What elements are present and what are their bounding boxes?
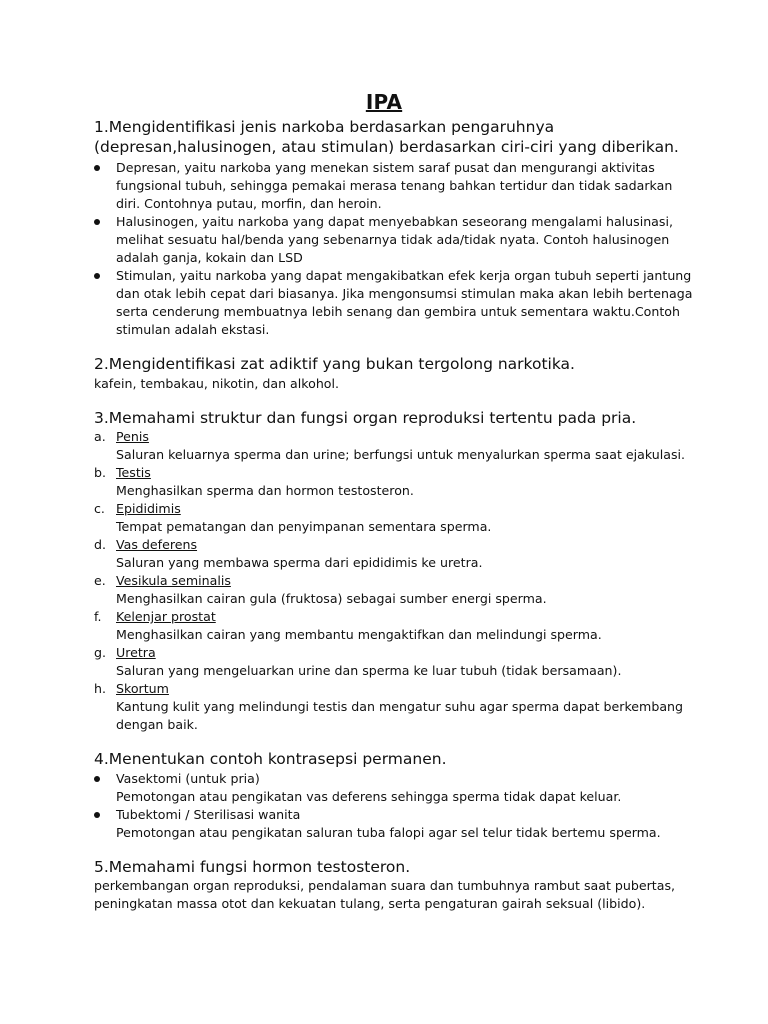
organ-term: Skortum: [116, 681, 169, 696]
section-5-text: perkembangan organ reproduksi, pendalaman suara dan tumbuhnya rambut saat pubertas, peningkatan massa otot dan kekuatan tulang, serta pengaturan gairah seksual (libido).: [94, 878, 676, 911]
organ-desc: Menghasilkan cairan yang membantu mengaktifkan dan melindungi sperma.: [116, 627, 602, 642]
organ-term: Testis: [116, 465, 151, 480]
organ-term: Kelenjar prostat: [116, 609, 216, 624]
list-item: d. Vas deferens Saluran yang membawa sperma dari epididimis ke uretra.: [94, 536, 694, 572]
section-1-heading: 1.Mengidentifikasi jenis narkoba berdasarkan pengaruhnya (depresan,halusinogen, atau stimulan) berdasarkan ciri-ciri yang diberikan.: [94, 118, 679, 156]
bullet-depresan: Depresan, yaitu narkoba yang menekan sistem saraf pusat dan mengurangi aktivitas fungsional tubuh, sehingga pemakai merasa tenang bahkan tertidur dan tidak sadarkan diri. Contohnya putau, morfin, dan heroin.: [94, 159, 694, 213]
section-1-bullets: [94, 159, 694, 339]
method-term: Vasektomi (untuk pria): [116, 770, 260, 786]
list-item: b. Testis Menghasilkan sperma dan hormon testosteron.: [94, 464, 694, 500]
list-item: c. Epididimis Tempat pematangan dan penyimpanan sementara sperma.: [94, 500, 694, 536]
section-3-list: [94, 428, 694, 734]
section-4-bullets: [94, 770, 694, 842]
organ-desc: Tempat pematangan dan penyimpanan sementara sperma.: [116, 519, 492, 534]
method-desc: Pemotongan atau pengikatan saluran tuba falopi agar sel telur tidak bertemu sperma.: [116, 824, 661, 840]
organ-desc: Saluran yang mengeluarkan urine dan sperma ke luar tubuh (tidak bersamaan).: [116, 663, 622, 678]
section-4-heading: 4.Menentukan contoh kontrasepsi permanen.: [94, 750, 447, 768]
bullet-halusinogen: Halusinogen, yaitu narkoba yang dapat menyebabkan seseorang mengalami halusinasi, melihat sesuatu hal/benda yang sebenarnya tidak ada/tidak nyata. Contoh halusinogen adalah ganja, kokain dan LSD: [94, 213, 694, 267]
list-item: [94, 770, 694, 806]
organ-term: Uretra: [116, 645, 156, 660]
organ-desc: Menghasilkan sperma dan hormon testosteron.: [116, 483, 414, 498]
list-item: [94, 806, 694, 842]
organ-desc: Kantung kulit yang melindungi testis dan mengatur suhu agar sperma dapat berkembang dengan baik.: [116, 699, 684, 732]
list-item: e. Vesikula seminalis Menghasilkan cairan gula (fruktosa) sebagai sumber energi sperma.: [94, 572, 694, 608]
method-desc: Pemotongan atau pengikatan vas deferens sehingga sperma tidak dapat keluar.: [116, 788, 622, 804]
list-item: f. Kelenjar prostat Menghasilkan cairan yang membantu mengaktifkan dan melindungi sperma.: [94, 608, 694, 644]
document-title: IPA: [365, 90, 403, 114]
organ-term: Vesikula seminalis: [116, 573, 231, 588]
section-2-text: kafein, tembakau, nikotin, dan alkohol.: [94, 375, 340, 391]
section-3-heading: 3.Memahami struktur dan fungsi organ reproduksi tertentu pada pria.: [94, 408, 637, 427]
list-item: h. Skortum Kantung kulit yang melindungi testis dan mengatur suhu agar sperma dapat berkembang dengan baik.: [94, 680, 694, 734]
organ-desc: Saluran keluarnya sperma dan urine; berfungsi untuk menyalurkan sperma saat ejakulasi.: [116, 447, 686, 462]
document-body: [94, 118, 694, 913]
section-2-heading: 2.Mengidentifikasi zat adiktif yang bukan tergolong narkotika.: [94, 355, 575, 373]
list-item: g. Uretra Saluran yang mengeluarkan urine dan sperma ke luar tubuh (tidak bersamaan).: [94, 644, 694, 680]
organ-term: Epididimis: [116, 501, 181, 516]
list-item: a. Penis Saluran keluarnya sperma dan urine; berfungsi untuk menyalurkan sperma saat ejakulasi.: [94, 428, 694, 464]
bullet-stimulan: Stimulan, yaitu narkoba yang dapat mengakibatkan efek kerja organ tubuh seperti jantung dan otak lebih cepat dari biasanya. Jika mengonsumsi stimulan maka akan lebih bertenaga serta cenderung membuatnya lebih senang dan gembira untuk sementara waktu.Contoh stimulan adalah ekstasi.: [94, 267, 694, 339]
organ-term: Penis: [116, 429, 149, 444]
section-5-heading: 5.Memahami fungsi hormon testosteron.: [94, 857, 411, 876]
organ-desc: Saluran yang membawa sperma dari epididimis ke uretra.: [116, 555, 483, 570]
organ-term: Vas deferens: [116, 537, 198, 552]
organ-desc: Menghasilkan cairan gula (fruktosa) sebagai sumber energi sperma.: [116, 591, 547, 606]
method-term: Tubektomi / Sterilisasi wanita: [116, 806, 301, 822]
